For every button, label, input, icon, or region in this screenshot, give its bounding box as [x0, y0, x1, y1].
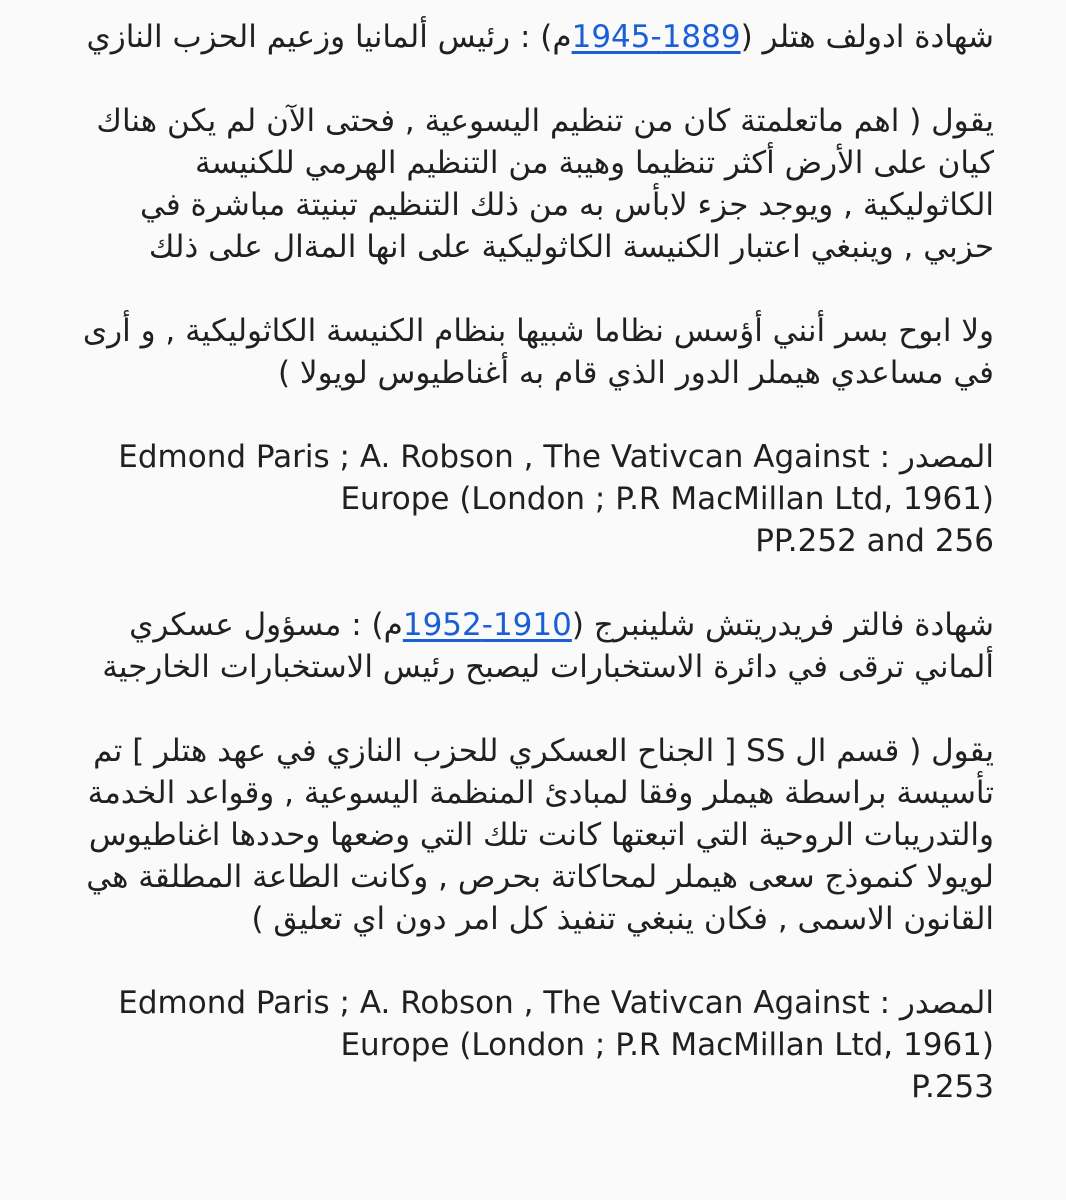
- schellenberg-heading-after: م) : مسؤول عسكري ألماني ترقى في دائرة الاستخبارات ليصبح رئيس الاستخبارات الخارجية: [102, 607, 994, 685]
- schellenberg-heading: [60, 604, 994, 688]
- source-pages: PP.252 and 256: [755, 523, 994, 559]
- source-line-3: [60, 520, 994, 562]
- source-line-2: [60, 478, 994, 520]
- paragraph-gap: [60, 58, 994, 100]
- paragraph-gap: [60, 562, 994, 604]
- source-text: Edmond Paris ; A. Robson , The Vativcan Against: [118, 439, 870, 475]
- schellenberg-heading-before: شهادة فالتر فريدريتش شلينبرج (: [571, 607, 994, 643]
- hitler-heading: [60, 16, 994, 58]
- source-text: Europe (London ; P.R MacMillan Ltd, 1961): [340, 481, 994, 517]
- hitler-quote-2: ولا ابوح بسر أنني أؤسس نظاما شبيها بنظام الكنيسة الكاثوليكية , و أرى في مساعدي هيملر الدور الذي قام به أغناطيوس لويولا ): [82, 313, 994, 391]
- schellenberg-years-link[interactable]: 1910-1952: [402, 607, 572, 643]
- source-pages: P.253: [911, 1069, 994, 1105]
- paragraph-gap: [60, 940, 994, 982]
- hitler-quote-1: يقول ( اهم ماتعلمتة كان من تنظيم اليسوعية , فحتى الآن لم يكن هناك كيان على الأرض أكثر تنظيما وهيبة من التنظيم الهرمي للكنيسة الكاثوليكية , ويوجد جزء لابأس به من ذلك التنظيم تبنيتة مباشرة في حزبي , وينبغي اعتبار الكنيسة الكاثوليكية على انها المةال على ذلك: [96, 103, 994, 265]
- source-line-1: [60, 982, 994, 1024]
- paragraph-gap: [60, 268, 994, 310]
- source-text: Edmond Paris ; A. Robson , The Vativcan Against: [118, 985, 870, 1021]
- source-label: المصدر :: [869, 985, 994, 1021]
- source-line-3: [60, 1066, 994, 1108]
- source-text: Europe (London ; P.R MacMillan Ltd, 1961): [340, 1027, 994, 1063]
- source-label: المصدر :: [869, 439, 994, 475]
- source-line-1: [60, 436, 994, 478]
- hitler-heading-before: شهادة ادولف هتلر (: [740, 19, 994, 55]
- source-block-2: [60, 982, 994, 1108]
- paragraph-gap: [60, 688, 994, 730]
- schellenberg-quote: يقول ( قسم ال SS [ الجناح العسكري للحزب النازي في عهد هتلر ] تم تأسيسة براسطة هيملر وفقا لمبادئ المنظمة اليسوعية , وقواعد الخدمة والتدريبات الروحية التي اتبعتها كانت تلك التي وضعها وحددها اغناطيوس لويولا كنموذج سعى هيملر لمحاكاتة بحرص , وكانت الطاعة المطلقة هي القانون الاسمى , فكان ينبغي تنفيذ كل امر دون اي تعليق ): [86, 733, 994, 937]
- source-block-1: [60, 436, 994, 562]
- source-line-2: [60, 1024, 994, 1066]
- paragraph-gap: [60, 394, 994, 436]
- hitler-years-link[interactable]: 1889-1945: [571, 19, 741, 55]
- hitler-heading-after: م) : رئيس ألمانيا وزعيم الحزب النازي: [86, 19, 572, 55]
